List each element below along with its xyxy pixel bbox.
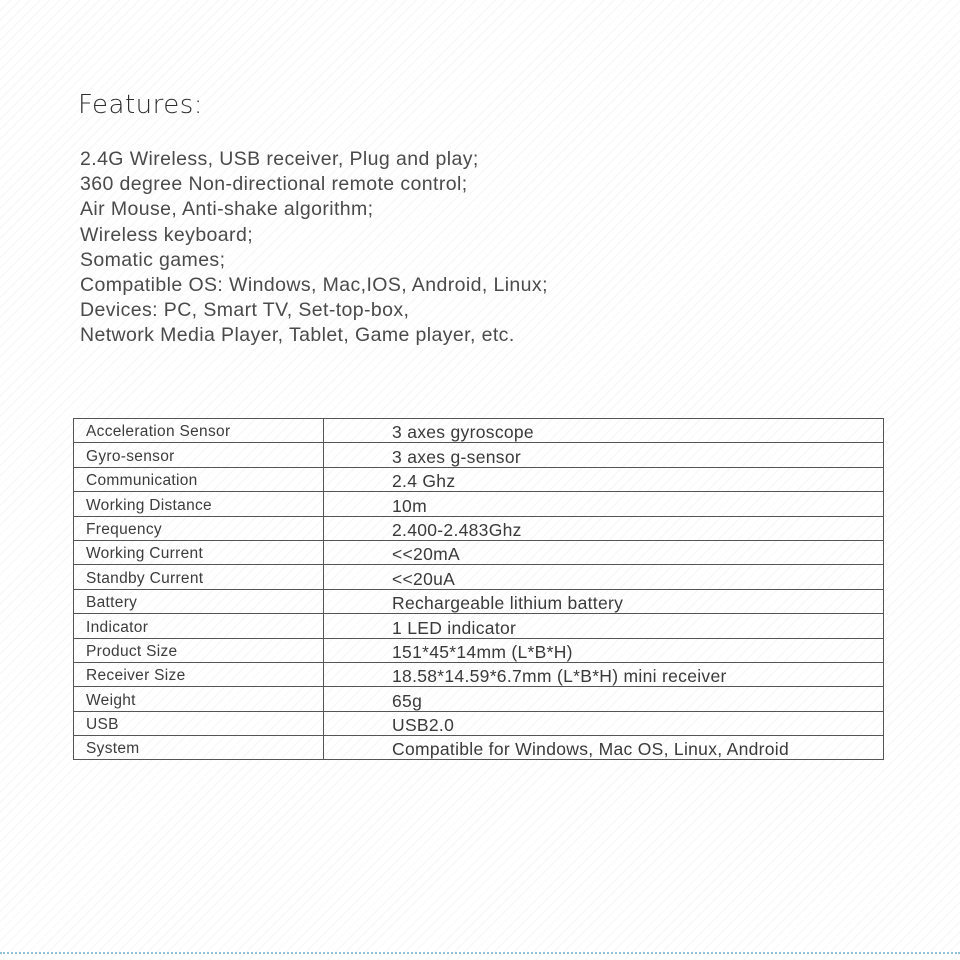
spec-table: [73, 418, 884, 760]
spec-param: Working Distance: [74, 492, 324, 516]
spec-value: USB2.0: [324, 711, 884, 735]
spec-param: Weight: [74, 687, 324, 711]
spec-value: 65g: [324, 687, 884, 711]
spec-value: Compatible for Windows, Mac OS, Linux, Android: [324, 736, 884, 760]
spec-param: Receiver Size: [74, 662, 324, 686]
table-row: [74, 540, 884, 564]
spec-param: Product Size: [74, 638, 324, 662]
table-row: [74, 711, 884, 735]
spec-value: Rechargeable lithium battery: [324, 589, 884, 613]
feature-item: Air Mouse, Anti-shake algorithm;: [80, 198, 374, 221]
spec-param: Frequency: [74, 516, 324, 540]
table-row: [74, 662, 884, 686]
feature-item: 360 degree Non-directional remote control;: [80, 173, 468, 196]
feature-item: Compatible OS: Windows, Mac,IOS, Android, Linux;: [80, 274, 548, 297]
spec-param: System: [74, 736, 324, 760]
spec-value: 2.400-2.483Ghz: [324, 516, 884, 540]
table-row: [74, 687, 884, 711]
spec-value: 18.58*14.59*6.7mm (L*B*H) mini receiver: [324, 662, 884, 686]
spec-value: 2.4 Ghz: [324, 467, 884, 491]
table-row: [74, 614, 884, 638]
spec-param: Gyro-sensor: [74, 443, 324, 467]
table-row: [74, 638, 884, 662]
spec-param: Acceleration Sensor: [74, 419, 324, 443]
feature-item: 2.4G Wireless, USB receiver, Plug and play;: [80, 148, 479, 170]
table-row: [74, 419, 884, 443]
spec-value: 151*45*14mm (L*B*H): [324, 638, 884, 662]
spec-param: Working Current: [74, 540, 324, 564]
bottom-dotted-divider: [0, 952, 960, 954]
spec-param: Communication: [74, 467, 324, 491]
table-row: [74, 589, 884, 613]
spec-value: 3 axes gyroscope: [324, 419, 884, 443]
spec-value: <<20uA: [324, 565, 884, 589]
feature-item: Wireless keyboard;: [80, 223, 254, 246]
spec-param: USB: [74, 711, 324, 735]
table-row: [74, 467, 884, 491]
table-row: [74, 736, 884, 760]
spec-param: Standby Current: [74, 565, 324, 589]
table-row: [74, 492, 884, 516]
table-row: [74, 516, 884, 540]
features-title: Features:: [78, 90, 204, 120]
feature-item: Somatic games;: [80, 248, 226, 271]
spec-value: 10m: [324, 492, 884, 516]
feature-item: Network Media Player, Tablet, Game player, etc.: [80, 324, 515, 347]
spec-value: 3 axes g-sensor: [324, 443, 884, 467]
feature-item: Devices: PC, Smart TV, Set-top-box,: [80, 299, 410, 322]
spec-value: <<20mA: [324, 540, 884, 564]
table-row: [74, 565, 884, 589]
spec-param: Battery: [74, 589, 324, 613]
spec-param: Indicator: [74, 614, 324, 638]
spec-value: 1 LED indicator: [324, 614, 884, 638]
table-row: [74, 443, 884, 467]
features-list: [80, 147, 548, 349]
